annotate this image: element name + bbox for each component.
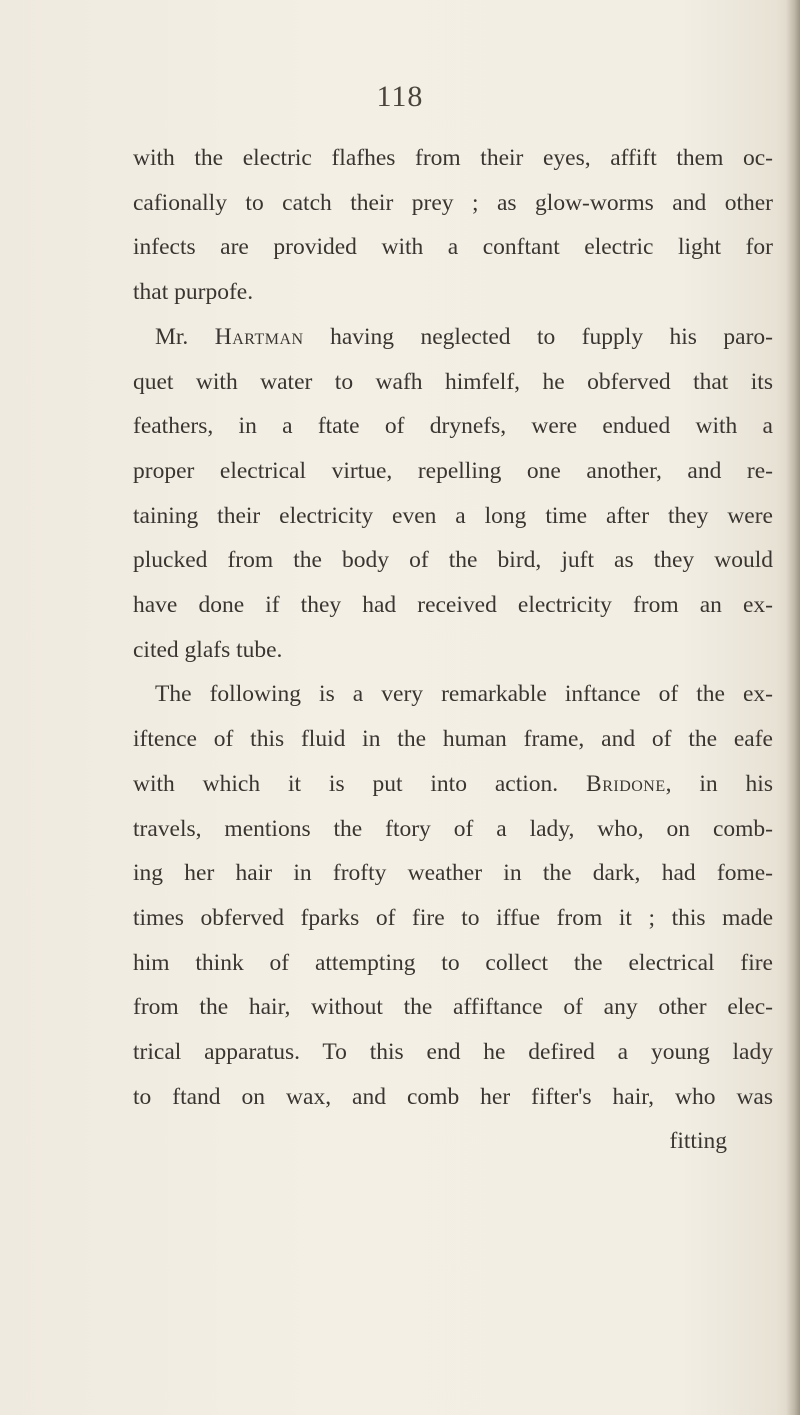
text-line: times obferved fparks of fire to iffue from it ; this made xyxy=(133,904,773,931)
page-edge-shadow xyxy=(786,0,800,1415)
text-line: feathers, in a ftate of drynefs, were endued with a xyxy=(133,413,773,440)
text-line: quet with water to wafh himfelf, he obferved that its xyxy=(133,368,773,395)
text-line: The following is a very remarkable inftance of the ex- xyxy=(155,681,773,708)
person-name-small-caps: Hartman xyxy=(214,323,304,350)
text-line: with the electric flafhes from their eyes, affift them oc- xyxy=(133,145,773,171)
text-line: ing her hair in frofty weather in the dark, had fome- xyxy=(133,860,773,887)
text-line: taining their electricity even a long time after they were xyxy=(133,502,773,529)
body-text xyxy=(133,136,773,1164)
text-line: travels, mentions the ftory of a lady, who, on comb- xyxy=(133,815,773,842)
text-line: Mr. Hartman having neglected to fupply his paro- xyxy=(155,323,773,350)
text-line: proper electrical virtue, repelling one another, and re- xyxy=(133,457,773,484)
text-line: infects are provided with a conftant electric light for xyxy=(133,234,773,261)
text-line: trical apparatus. To this end he defired a young lady xyxy=(133,1039,773,1066)
text-line: from the hair, without the affiftance of any other elec- xyxy=(133,994,773,1021)
text-line: that purpofe. xyxy=(133,279,254,306)
text-line: cafionally to catch their prey ; as glow-worms and other xyxy=(133,189,773,216)
text-line: with which it is put into action. Bridone, in his xyxy=(133,770,773,797)
page-number: 118 xyxy=(376,80,424,113)
text-line: iftence of this fluid in the human frame, and of the eafe xyxy=(133,726,773,753)
catchword: fitting xyxy=(669,1128,727,1155)
text-line: to ftand on wax, and comb her fifter's hair, who was xyxy=(133,1083,773,1110)
text-line: cited glafs tube. xyxy=(133,636,283,663)
text-line: have done if they had received electricity from an ex- xyxy=(133,592,773,619)
text-line: him think of attempting to collect the electrical fire xyxy=(133,949,773,976)
person-name-small-caps: Bridone xyxy=(586,770,666,797)
text-line: plucked from the body of the bird, juft as they would xyxy=(133,547,773,574)
